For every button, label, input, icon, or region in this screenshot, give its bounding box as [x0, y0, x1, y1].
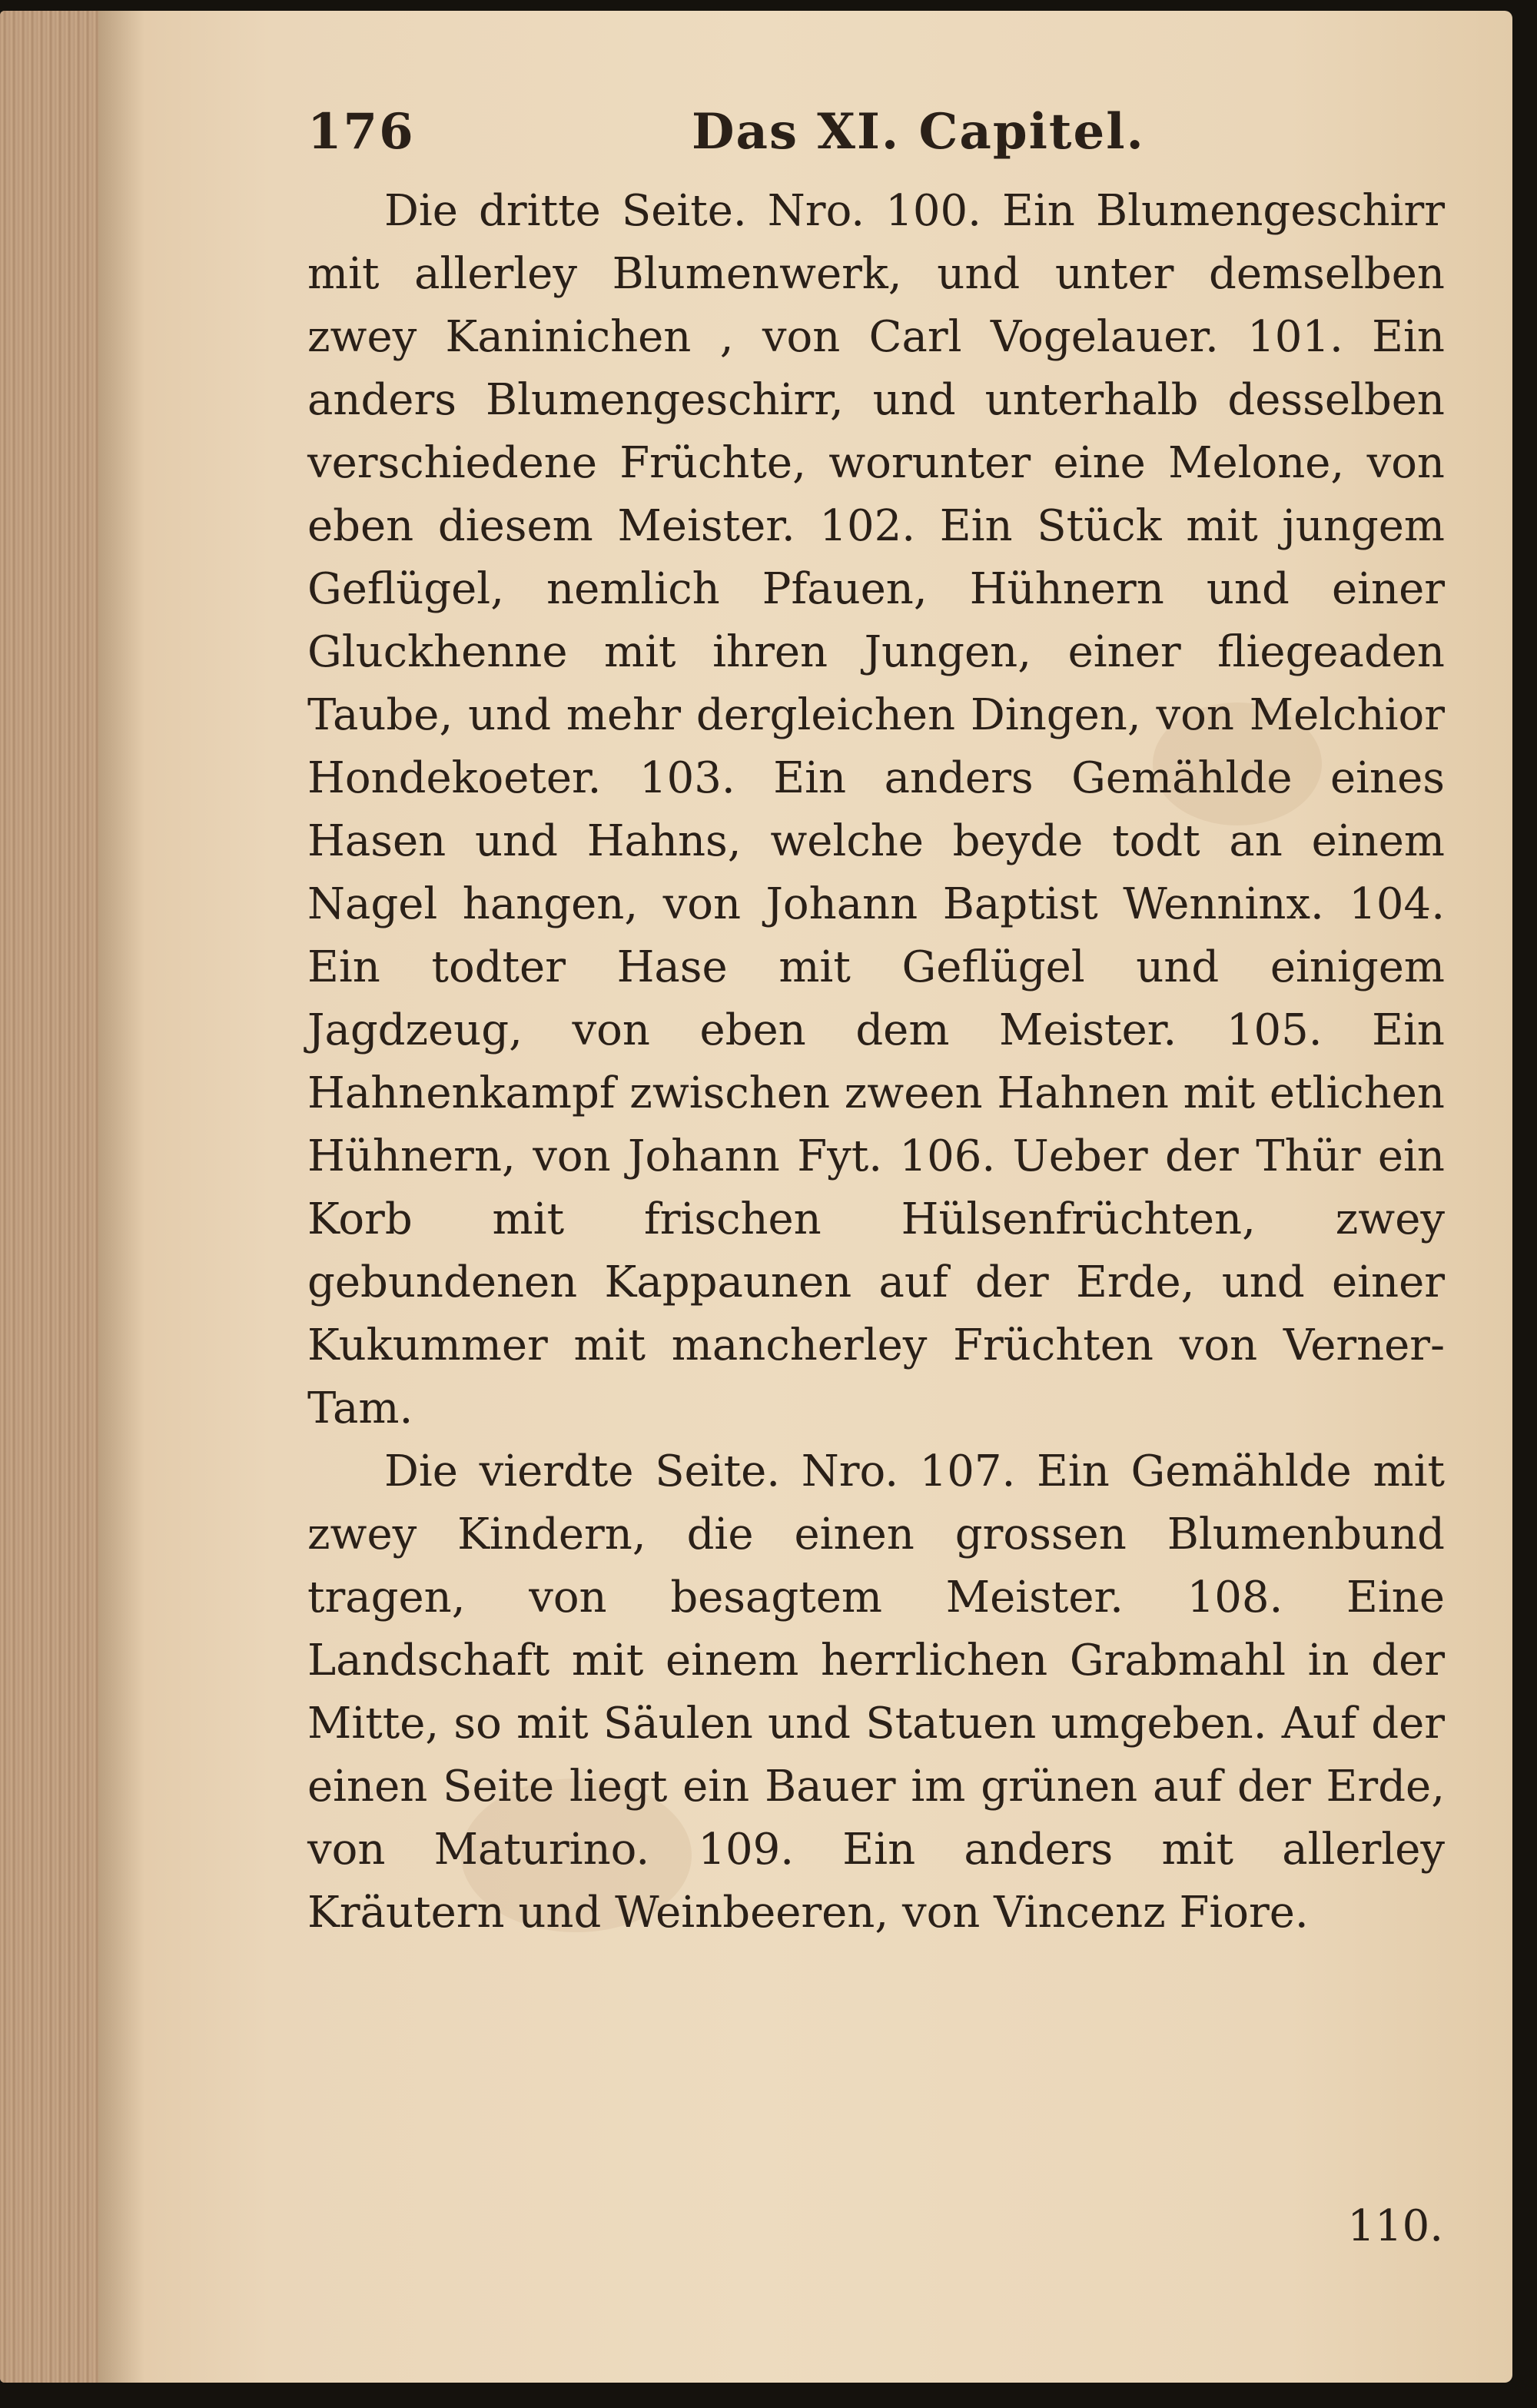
text-block: [307, 88, 1445, 1945]
page-header: [307, 88, 1445, 172]
body-text: [307, 180, 1445, 1945]
page-edges: [0, 11, 98, 2383]
gutter-shadow: [98, 11, 144, 2383]
paragraph: Die dritte Seite. Nro. 100. Ein Blumengeschirr mit allerley Blumenwerk, und unter demselben zwey Kaninichen , von Carl Vogelauer. 101. Ein anders Blumengeschirr, und unterhalb desselben verschiedene Früchte, worunter eine Melone, von eben diesem Meister. 102. Ein Stück mit jungem Geflügel, nemlich Pfauen, Hühnern und einer Gluckhenne mit ihren Jungen, einer fliegeaden Taube, und mehr dergleichen Dingen, von Melchior Hondekoeter. 103. Ein anders Gemähldе eines Hasen und Hahns, welche beyde todt an einem Nagel hangen, von Johann Baptist Wenninx. 104. Ein todter Hase mit Geflügel und einigem Jagdzeug, von eben dem Meister. 105. Ein Hahnenkampf zwischen zween Hahnen mit etlichen Hühnern, von Johann Fyt. 106. Ueber der Thür ein Korb mit frischen Hülsenfrüchten, zwey gebundenen Kappaunen auf der Erde, und einer Kukummer mit mancherley Früchten von Verner-Tam.: [307, 186, 1445, 1433]
paragraph: Die vierdte Seite. Nro. 107. Ein Gemählde mit zwey Kindern, die einen grossen Blumenbund tragen, von besagtem Meister. 108. Eine Landschaft mit einem herrlichen Grabmahl in der Mitte, so mit Säulen und Statuen umgeben. Auf der einen Seite liegt ein Bauer im grünen auf der Erde, von Maturino. 109. Ein anders mit allerley Kräutern und Weinbeeren, von Vincenz Fiore.: [307, 1446, 1445, 1938]
page-number: 176: [307, 103, 415, 161]
catchword: 110.: [1347, 2201, 1443, 2251]
running-title: Das XI. Capitel.: [692, 103, 1145, 161]
book-page: [0, 11, 1512, 2383]
